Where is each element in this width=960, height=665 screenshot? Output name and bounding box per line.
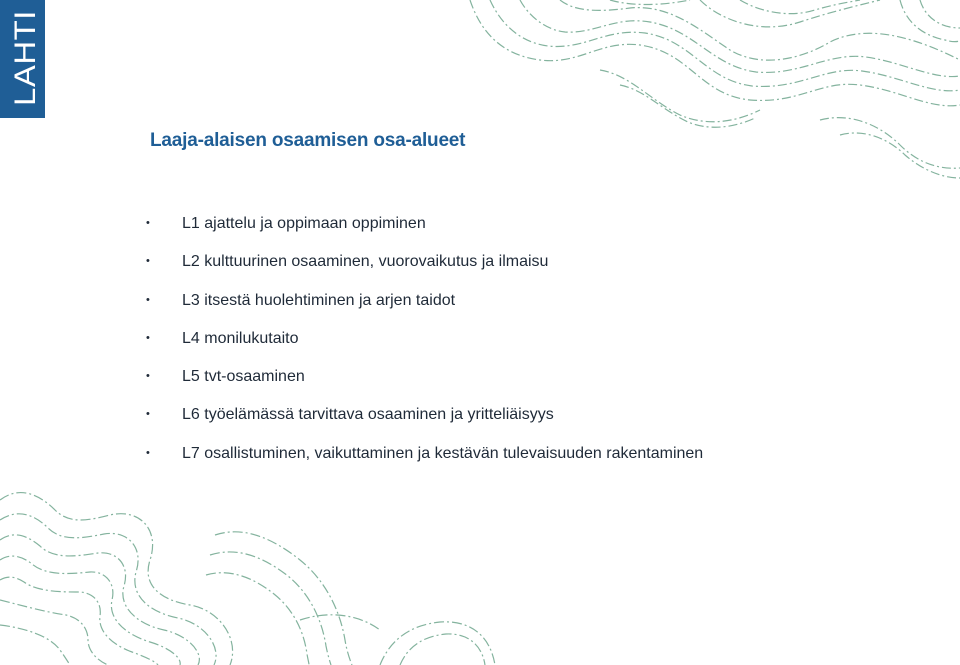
bullet-list bbox=[146, 214, 703, 482]
list-item bbox=[146, 252, 703, 290]
bullet-icon: • bbox=[146, 446, 150, 459]
list-item-text: L2 kulttuurinen osaaminen, vuorovaikutus ja ilmaisu bbox=[182, 253, 549, 271]
bullet-icon: • bbox=[146, 255, 150, 268]
list-item bbox=[146, 291, 703, 329]
slide-title: Laaja-alaisen osaamisen osa-alueet bbox=[150, 130, 466, 151]
list-item bbox=[146, 405, 703, 443]
bullet-icon: • bbox=[146, 293, 150, 306]
lahti-logo-text: LAHTI bbox=[9, 18, 42, 106]
list-item bbox=[146, 367, 703, 405]
bullet-icon: • bbox=[146, 217, 150, 229]
list-item bbox=[146, 329, 703, 367]
bullet-icon: • bbox=[146, 408, 150, 421]
list-item-text: L3 itsestä huolehtiminen ja arjen taidot bbox=[182, 291, 456, 309]
lahti-logo-mark bbox=[0, 0, 45, 118]
lahti-logo bbox=[0, 0, 45, 118]
list-item bbox=[146, 214, 703, 252]
list-item-text: L4 monilukutaito bbox=[182, 329, 299, 347]
list-item-text: L1 ajattelu ja oppimaan oppiminen bbox=[182, 215, 426, 232]
list-item-text: L6 työelämässä tarvittava osaaminen ja yritteliäisyys bbox=[182, 406, 554, 424]
bullet-icon: • bbox=[146, 331, 150, 344]
list-item bbox=[146, 444, 703, 482]
list-item-text: L5 tvt-osaaminen bbox=[182, 368, 305, 386]
bullet-icon: • bbox=[146, 370, 150, 383]
list-item-text: L7 osallistuminen, vaikuttaminen ja kestävän tulevaisuuden rakentaminen bbox=[182, 444, 704, 462]
